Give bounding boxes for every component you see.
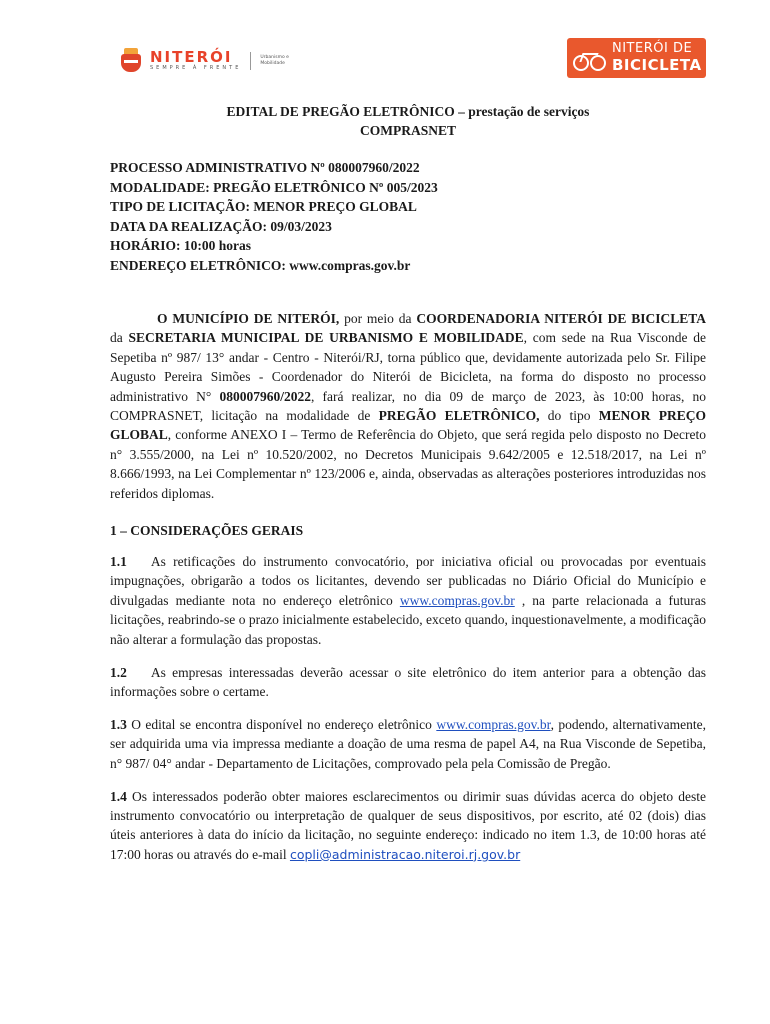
paragraph-1-2: [110, 663, 706, 702]
process-metadata: [110, 158, 706, 275]
intro-text-1: por meio da: [339, 311, 417, 326]
paragraph-1-3-text: O edital se encontra disponível no endereço eletrônico: [126, 716, 437, 732]
compras-gov-link[interactable]: www.compras.gov.br: [399, 592, 515, 608]
document-body: [110, 102, 706, 878]
intro-bold-secretaria: SECRETARIA MUNICIPAL DE URBANISMO E MOBILIDADE: [128, 330, 524, 346]
title-line-2: COMPRASNET: [359, 123, 456, 138]
meta-tipo: TIPO DE LICITAÇÃO: MENOR PREÇO GLOBAL: [110, 199, 417, 214]
brand-name: NITERÓI: [150, 48, 233, 66]
intro-bold-coordenadoria: COORDENADORIA NITERÓI DE BICICLETA: [416, 311, 706, 326]
meta-modalidade: MODALIDADE: PREGÃO ELETRÔNICO Nº 005/2023: [110, 179, 438, 195]
intro-paragraph: [110, 309, 706, 503]
paragraph-1-4: [110, 787, 706, 865]
paragraph-1-3-text-end: , podendo, alternativamente, ser adquirida uma via impressa mediante a doação de uma resma de papel A4, na Rua Visconde de Sepetiba, n° 987/ 04° andar - Departamento de Licitações, comprovado pela pela Comissão de Pregão.: [110, 716, 706, 771]
brand-divider: [250, 52, 251, 70]
project-logo-line2: BICICLETA: [612, 56, 702, 74]
page-header: [0, 38, 770, 82]
meta-horario: HORÁRIO: 10:00 horas: [110, 238, 251, 253]
intro-bold-processo: 080007960/2022: [219, 388, 311, 404]
intro-text-6: , conforme ANEXO I – Termo de Referência do Objeto, que será regida pelo disposto no Decreto n° 3.555/2000, na Lei nº 10.520/2002, no Decretos Municipais 9.642/2005 e 12.518/2017, na Lei nº 8.666/1993, na Lei Complementar nº 123/2006 e, ainda, observadas as alterações posteriores introduzidas nos referidos diplomas.: [110, 427, 706, 501]
item-number-1-2: 1.2: [110, 664, 127, 680]
meta-endereco: ENDEREÇO ELETRÔNICO: www.compras.gov.br: [110, 257, 411, 273]
niteroi-de-bicicleta-logo: [567, 38, 706, 78]
section-1-title: 1 – CONSIDERAÇÕES GERAIS: [110, 523, 304, 539]
paragraph-1-2-text: As empresas interessadas deverão acessar o site eletrônico do item anterior para a obtenção das informações sobre o certame.: [110, 664, 706, 699]
paragraph-1-4-text: Os interessados poderão obter maiores esclarecimentos ou dirimir suas dúvidas acerca do objeto deste instrumento convocatório ou interpretação de qualquer de seus dispositivos, por escrito, até 02 (dois) dias úteis anteriores à data do início da licitação, no seguinte endereço: indicado no item 1.3, de 10:00 horas até 17:00 horas ou através do e-mail: [110, 788, 706, 862]
intro-text-5: do tipo: [539, 408, 599, 424]
meta-processo: PROCESSO ADMINISTRATIVO Nº 080007960/2022: [110, 160, 420, 175]
document-title: [110, 102, 706, 140]
item-number-1-4: 1.4: [110, 788, 127, 804]
item-number-1-1: 1.1: [110, 554, 127, 570]
brand-tagline: SEMPRE À FRENTE: [150, 65, 242, 71]
meta-data: DATA DA REALIZAÇÃO: 09/03/2023: [110, 218, 332, 234]
paragraph-1-1: [110, 552, 706, 649]
project-logo-line1: NITERÓI DE: [612, 41, 693, 56]
city-crest-icon: [118, 48, 144, 74]
intro-bold-tipo: MENOR PREÇO GLOBAL: [110, 408, 706, 443]
intro-text-3: , com sede na Rua Visconde de Sepetiba nº 987/ 13° andar - Centro - Niterói/RJ, torna público que, devidamente autorizada pelo Sr. Filipe Augusto Pereira Simões - Coordenador do Niterói de Bicicleta, na forma do disposto no processo administrativo N°: [110, 330, 706, 404]
paragraph-1-1-text-end: , na parte relacionada a futuras licitações, reabrindo-se o prazo inicialmente estabelecido, exceto quando, inquestionavelmente, a modificação não alterar a formulação das propostas.: [110, 592, 706, 647]
contact-email-link[interactable]: copli@administracao.niteroi.rj.gov.br: [289, 846, 521, 862]
compras-gov-link-2[interactable]: www.compras.gov.br: [436, 716, 551, 732]
intro-text-4: , fará realizar, no dia 09 de março de 2023, às 10:00 horas, no COMPRASNET, licitação na modalidade de: [110, 388, 707, 424]
intro-bold-modalidade: PREGÃO ELETRÔNICO,: [378, 408, 540, 424]
title-line-1: EDITAL DE PREGÃO ELETRÔNICO – prestação de serviços: [226, 104, 590, 119]
item-number-1-3: 1.3: [110, 716, 127, 732]
bicycle-icon: [573, 47, 607, 71]
brand-secretariat: Urbanismo e Mobilidade: [260, 55, 289, 66]
paragraph-1-1-text: As retificações do instrumento convocatório, por iniciativa oficial ou provocadas por eventuais impugnações, obrigarão a todos os licitantes, devendo ser publicadas no Diário Oficial do Município e divulgadas mediante nota no endereço eletrônico: [110, 554, 706, 608]
niteroi-prefeitura-logo: [118, 48, 300, 74]
intro-text-2: da: [110, 330, 129, 346]
intro-bold-municipio: O MUNICÍPIO DE NITERÓI,: [157, 311, 340, 326]
paragraph-1-3: [110, 715, 706, 773]
